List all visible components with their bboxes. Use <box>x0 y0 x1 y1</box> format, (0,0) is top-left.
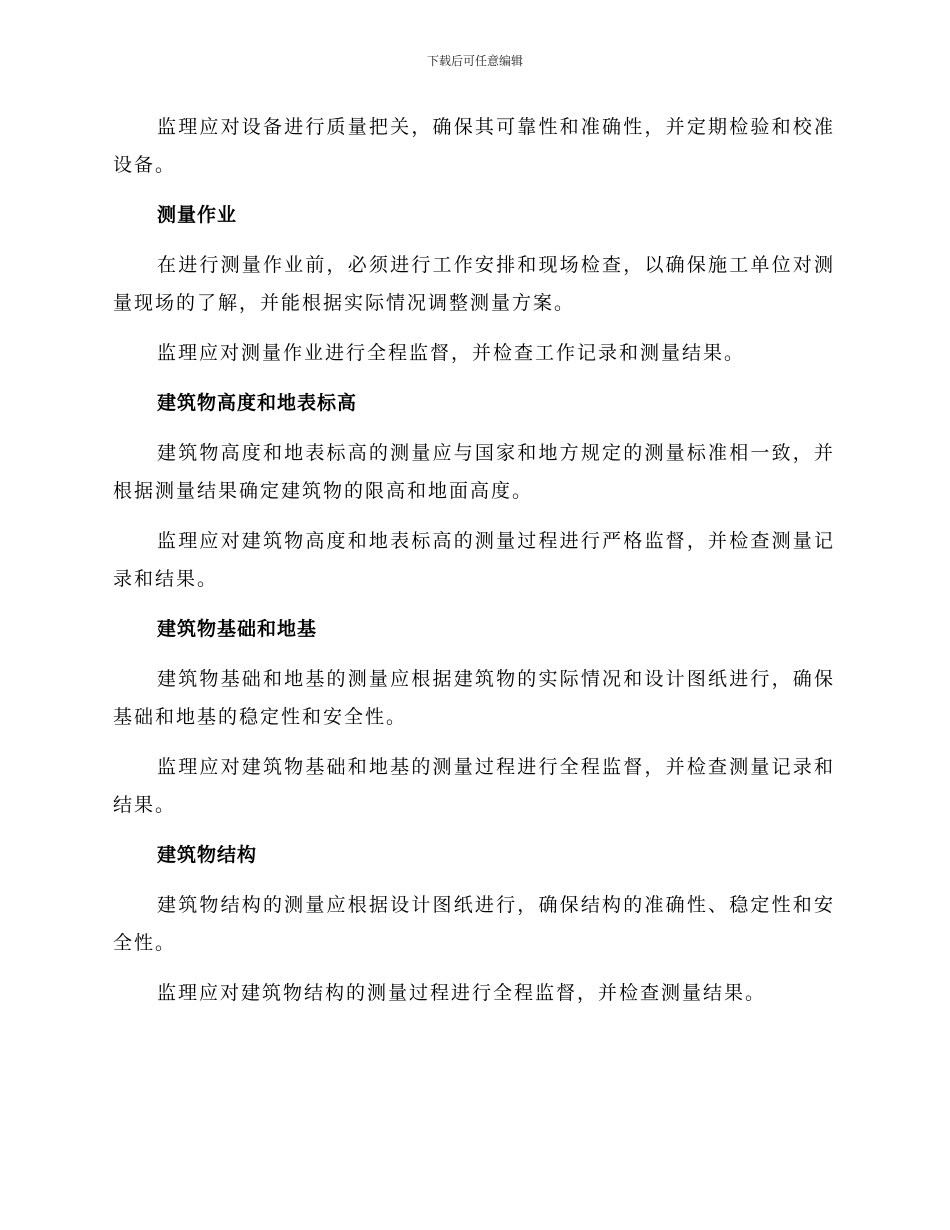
paragraph: 建筑物结构的测量应根据设计图纸进行，确保结构的准确性、稳定性和安全性。 <box>113 894 835 954</box>
paragraph: 建筑物高度和地表标高的测量应与国家和地方规定的测量标准相一致，并根据测量结果确定建筑物的限高和地面高度。 <box>113 442 835 502</box>
page-header: 下载后可任意编辑 <box>426 54 523 68</box>
section-heading: 建筑物结构 <box>157 844 258 866</box>
paragraph: 建筑物基础和地基的测量应根据建筑物的实际情况和设计图纸进行，确保基础和地基的稳定性和安全性。 <box>113 668 835 728</box>
section-heading: 测量作业 <box>157 204 238 226</box>
paragraph: 在进行测量作业前，必须进行工作安排和现场检查，以确保施工单位对测量现场的了解，并能根据实际情况调整测量方案。 <box>113 254 835 314</box>
section-heading: 建筑物高度和地表标高 <box>157 392 358 414</box>
section-heading: 建筑物基础和地基 <box>157 618 318 640</box>
paragraph: 监理应对建筑物结构的测量过程进行全程监督，并检查测量结果。 <box>157 982 767 1004</box>
document-body <box>113 108 835 1012</box>
paragraph: 监理应对设备进行质量把关，确保其可靠性和准确性，并定期检验和校准设备。 <box>113 116 835 176</box>
paragraph: 监理应对建筑物基础和地基的测量过程进行全程监督，并检查测量记录和结果。 <box>113 756 835 816</box>
paragraph: 监理应对测量作业进行全程监督，并检查工作记录和测量结果。 <box>157 342 746 364</box>
paragraph: 监理应对建筑物高度和地表标高的测量过程进行严格监督，并检查测量记录和结果。 <box>113 530 835 590</box>
